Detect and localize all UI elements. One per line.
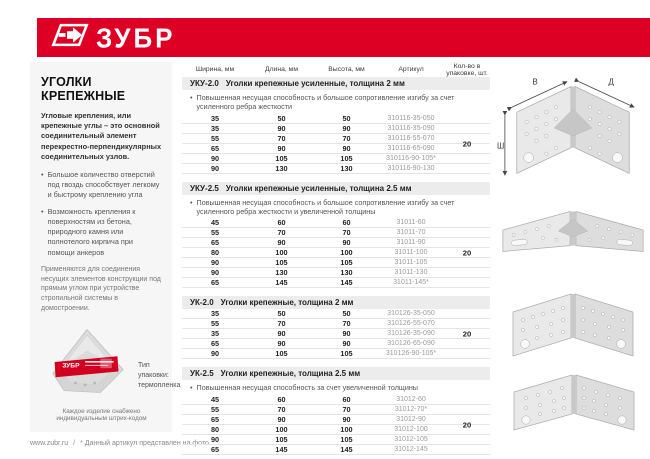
section-header bbox=[182, 296, 490, 309]
dimension-value: 90 bbox=[277, 339, 286, 349]
qty-per-pack: 20 bbox=[462, 139, 472, 149]
dimension-value: 130 bbox=[275, 268, 288, 278]
dimension-value: 65 bbox=[210, 278, 220, 288]
dim-label-b: В bbox=[532, 77, 538, 87]
feature-item bbox=[41, 207, 162, 257]
application-text: Применяются для соединения несущих элементов конструкции под прямым углом при устройстве стропильной системы в домостроении. bbox=[41, 265, 161, 313]
dim-label-d: Д bbox=[608, 77, 614, 87]
section-title: Уголки крепежные, толщина 2.5 мм bbox=[220, 369, 361, 379]
article-number: 31012-60 bbox=[396, 395, 426, 403]
section-rows bbox=[182, 309, 490, 359]
section-title: Уголки крепежные, толщина 2 мм bbox=[220, 298, 354, 308]
spec-row bbox=[182, 238, 490, 248]
package-type bbox=[138, 361, 180, 407]
section-code: УК-2.5 bbox=[190, 369, 214, 379]
article-number: 31012-100 bbox=[394, 425, 428, 433]
product-section bbox=[182, 296, 490, 359]
feature-list bbox=[41, 170, 162, 258]
dimension-value: 70 bbox=[342, 133, 351, 143]
article-number: 31011-100 bbox=[394, 249, 428, 257]
dimension-value: 55 bbox=[210, 228, 220, 238]
dimension-value: 50 bbox=[342, 113, 351, 123]
column-header: Кол-во в упаковке, шт. bbox=[446, 62, 488, 77]
spec-row bbox=[182, 435, 490, 445]
dimension-value: 35 bbox=[210, 113, 220, 123]
article-number: 31011-60 bbox=[396, 219, 426, 227]
dimension-value: 65 bbox=[210, 444, 220, 454]
dimension-value: 90 bbox=[342, 238, 351, 248]
spec-row bbox=[182, 114, 490, 124]
bullet-dot: • bbox=[41, 170, 44, 180]
dimension-value: 70 bbox=[277, 133, 286, 143]
section-rows bbox=[182, 114, 490, 174]
qty-per-pack: 20 bbox=[462, 420, 472, 430]
dimension-value: 105 bbox=[275, 258, 288, 268]
dimension-value: 65 bbox=[210, 339, 220, 349]
dimension-value: 90 bbox=[210, 268, 220, 278]
dimension-value: 80 bbox=[210, 424, 220, 434]
brand-logo bbox=[51, 22, 176, 53]
product-images-column bbox=[496, 62, 650, 454]
spec-row bbox=[182, 405, 490, 415]
dimension-value: 145 bbox=[275, 278, 288, 288]
dimension-value: 90 bbox=[210, 349, 220, 359]
dimension-value: 35 bbox=[210, 123, 220, 133]
spec-row bbox=[182, 154, 490, 164]
dimension-value: 65 bbox=[210, 238, 220, 248]
dimension-value: 70 bbox=[277, 319, 286, 329]
article-number: 310116-90-130 bbox=[387, 164, 435, 172]
section-code: УКУ-2.5 bbox=[190, 183, 219, 193]
dimension-value: 65 bbox=[210, 143, 220, 153]
column-header: Длина, мм bbox=[264, 66, 299, 73]
section-feature-text: Повышенная несущая способность и большое сопротивление изгибу за счет усиленного ребра жесткости bbox=[196, 93, 455, 112]
section-header bbox=[182, 77, 490, 90]
dimension-value: 60 bbox=[342, 394, 351, 404]
article-number: 31012-70* bbox=[394, 405, 428, 413]
package-type-value: термопленка bbox=[138, 382, 181, 390]
package-type-label: Тип упаковки: bbox=[138, 361, 169, 379]
bullet-dot: • bbox=[190, 197, 193, 207]
article-number: 310116-35-090 bbox=[387, 124, 435, 132]
article-number: 310116-35-050 bbox=[387, 114, 435, 122]
info-sidebar bbox=[30, 62, 181, 432]
spec-row bbox=[182, 278, 490, 288]
spec-row bbox=[182, 228, 490, 238]
spec-row bbox=[182, 258, 490, 268]
brand-banner bbox=[37, 18, 650, 57]
dimension-value: 55 bbox=[210, 404, 220, 414]
section-feature bbox=[182, 90, 490, 114]
section-rows bbox=[182, 395, 490, 455]
dimension-value: 50 bbox=[277, 113, 286, 123]
dimension-value: 70 bbox=[342, 319, 351, 329]
dimension-value: 145 bbox=[340, 444, 353, 454]
product-photo-uk-2-5 bbox=[496, 368, 650, 432]
intro-text: Угловые крепления, или крепежные углы – это основной соединительный элемент перекрестно-перпендикулярных соединительных узлов. bbox=[41, 111, 162, 161]
dimension-value: 105 bbox=[275, 434, 288, 444]
product-photo-uku-2-5 bbox=[496, 202, 650, 260]
barcode-note: Каждое изделие снабжено индивидуальным штрих-кодом bbox=[56, 408, 147, 423]
article-number: 31012-145 bbox=[394, 445, 428, 453]
dimension-value: 105 bbox=[340, 153, 353, 163]
svg-text:ЗУБР: ЗУБР bbox=[62, 362, 80, 370]
section-feature-text: Повышенная несущая способность и большое сопротивление изгибу за счет усиленного ребра жесткости и увеличенной толщины bbox=[196, 197, 455, 217]
spec-row bbox=[182, 124, 490, 134]
spec-row bbox=[182, 309, 490, 319]
spec-sections bbox=[182, 77, 490, 455]
product-section bbox=[182, 182, 490, 289]
section-feature bbox=[182, 195, 490, 219]
dimension-value: 100 bbox=[340, 424, 353, 434]
dimension-value: 105 bbox=[340, 434, 353, 444]
dimension-value: 100 bbox=[275, 424, 288, 434]
dimension-value: 90 bbox=[210, 153, 220, 163]
bullet-dot: • bbox=[190, 383, 193, 393]
spec-row bbox=[182, 349, 490, 359]
section-feature bbox=[182, 380, 490, 394]
article-number: 310126-35-090 bbox=[387, 330, 435, 338]
dim-label-sh: Ш bbox=[497, 141, 505, 151]
dimension-value: 145 bbox=[275, 444, 288, 454]
spec-row bbox=[182, 268, 490, 278]
dimension-value: 90 bbox=[277, 414, 286, 424]
dimension-value: 45 bbox=[210, 218, 220, 228]
dimension-value: 65 bbox=[210, 414, 220, 424]
dimension-value: 55 bbox=[210, 319, 220, 329]
product-section bbox=[182, 77, 490, 174]
article-number: 310126-35-050 bbox=[387, 310, 435, 318]
dimension-value: 90 bbox=[342, 329, 351, 339]
brand-name: ЗУБР bbox=[96, 21, 176, 54]
spec-row bbox=[182, 395, 490, 405]
dimension-value: 100 bbox=[275, 248, 288, 258]
section-header bbox=[182, 367, 490, 380]
bullet-dot: • bbox=[190, 93, 193, 102]
section-code: УК-2.0 bbox=[190, 298, 214, 308]
zubr-arrow-icon bbox=[51, 22, 89, 53]
article-number: 310126-90-105* bbox=[385, 350, 437, 358]
dimension-value: 35 bbox=[210, 309, 220, 319]
spec-row bbox=[182, 339, 490, 349]
dimension-value: 80 bbox=[210, 248, 220, 258]
article-number: 31011-90 bbox=[396, 239, 426, 247]
dimension-value: 105 bbox=[340, 349, 353, 359]
dimension-value: 130 bbox=[340, 163, 353, 173]
dimension-value: 90 bbox=[277, 143, 286, 153]
dimension-value: 90 bbox=[277, 329, 286, 339]
qty-per-pack: 20 bbox=[462, 248, 472, 258]
article-number: 31011-105 bbox=[394, 259, 428, 267]
website-link[interactable]: www.zubr.ru bbox=[30, 440, 69, 447]
dimension-value: 90 bbox=[210, 434, 220, 444]
column-header: Артикул bbox=[398, 66, 424, 73]
section-feature-text: Повышенная несущая способность за счет увеличенной толщины bbox=[196, 383, 418, 393]
dimension-value: 130 bbox=[275, 163, 288, 173]
spec-row bbox=[182, 445, 490, 455]
dimension-value: 90 bbox=[342, 143, 351, 153]
product-photo-uku-2-0 bbox=[496, 64, 650, 190]
dimension-value: 105 bbox=[275, 349, 288, 359]
page-title: УГОЛКИ КРЕПЕЖНЫЕ bbox=[41, 75, 126, 103]
dimension-value: 90 bbox=[342, 339, 351, 349]
section-rows bbox=[182, 218, 490, 288]
article-number: 31012-90 bbox=[396, 415, 426, 423]
dimension-value: 35 bbox=[210, 329, 220, 339]
article-number: 310116-65-090 bbox=[387, 144, 435, 152]
column-header: Высота, мм bbox=[328, 66, 365, 73]
dimension-value: 50 bbox=[342, 309, 351, 319]
spec-row bbox=[182, 218, 490, 228]
dimension-value: 90 bbox=[342, 123, 351, 133]
dimension-value: 70 bbox=[277, 404, 286, 414]
article-number: 31012-105 bbox=[394, 435, 428, 443]
article-number: 310116-90-105* bbox=[386, 154, 436, 162]
article-number: 310126-65-090 bbox=[387, 340, 435, 348]
dimension-value: 70 bbox=[342, 228, 351, 238]
dimension-value: 60 bbox=[342, 218, 351, 228]
packaging-block bbox=[41, 322, 181, 407]
feature-text: Большое количество отверстий под гвоздь способствует легкому и быстрому креплению угла bbox=[47, 170, 160, 200]
dimension-value: 90 bbox=[342, 414, 351, 424]
dimension-value: 90 bbox=[210, 163, 220, 173]
feature-text: Возможность крепления к поверхностям из бетона, природного камня или полнотелого кирпича при помощи анкеров bbox=[47, 207, 136, 257]
article-number: 31011-70 bbox=[396, 229, 426, 237]
feature-item bbox=[41, 170, 162, 200]
dimension-value: 130 bbox=[340, 268, 353, 278]
section-title: Уголки крепежные усиленные, толщина 2.5 мм bbox=[225, 183, 412, 193]
dimension-value: 60 bbox=[277, 218, 286, 228]
article-number: 310116-55-070 bbox=[387, 134, 435, 142]
dimension-value: 70 bbox=[277, 228, 286, 238]
dimension-value: 90 bbox=[277, 123, 286, 133]
column-header: Ширина, мм bbox=[195, 66, 235, 73]
section-title: Уголки крепежные усиленные, толщина 2 мм bbox=[225, 79, 405, 88]
dimension-value: 50 bbox=[277, 309, 286, 319]
dimension-value: 55 bbox=[210, 133, 220, 143]
dimension-value: 100 bbox=[340, 248, 353, 258]
dimension-value: 90 bbox=[277, 238, 286, 248]
article-number: 31011-145* bbox=[393, 279, 429, 287]
product-photo-uk-2-0 bbox=[496, 286, 650, 358]
section-header bbox=[182, 182, 490, 195]
spec-table bbox=[182, 62, 490, 455]
article-number: 31011-130 bbox=[394, 269, 428, 277]
table-header-row bbox=[182, 62, 490, 77]
product-section bbox=[182, 367, 490, 454]
dimension-value: 145 bbox=[340, 278, 353, 288]
qty-per-pack: 20 bbox=[462, 329, 472, 339]
dimension-value: 45 bbox=[210, 394, 220, 404]
spec-row bbox=[182, 164, 490, 174]
dimension-value: 70 bbox=[342, 404, 351, 414]
dimension-value: 105 bbox=[275, 153, 288, 163]
section-code: УКУ-2.0 bbox=[190, 79, 219, 88]
dimension-value: 60 bbox=[277, 394, 286, 404]
dimension-value: 90 bbox=[210, 258, 220, 268]
footnote: * Данный артикул представлен на фото bbox=[80, 440, 209, 447]
bullet-dot: • bbox=[41, 207, 44, 217]
spec-row bbox=[182, 319, 490, 329]
article-number: 310126-55-070 bbox=[387, 320, 435, 328]
package-photo bbox=[41, 322, 133, 407]
footer-separator: / bbox=[73, 440, 76, 447]
dimension-value: 105 bbox=[340, 258, 353, 268]
